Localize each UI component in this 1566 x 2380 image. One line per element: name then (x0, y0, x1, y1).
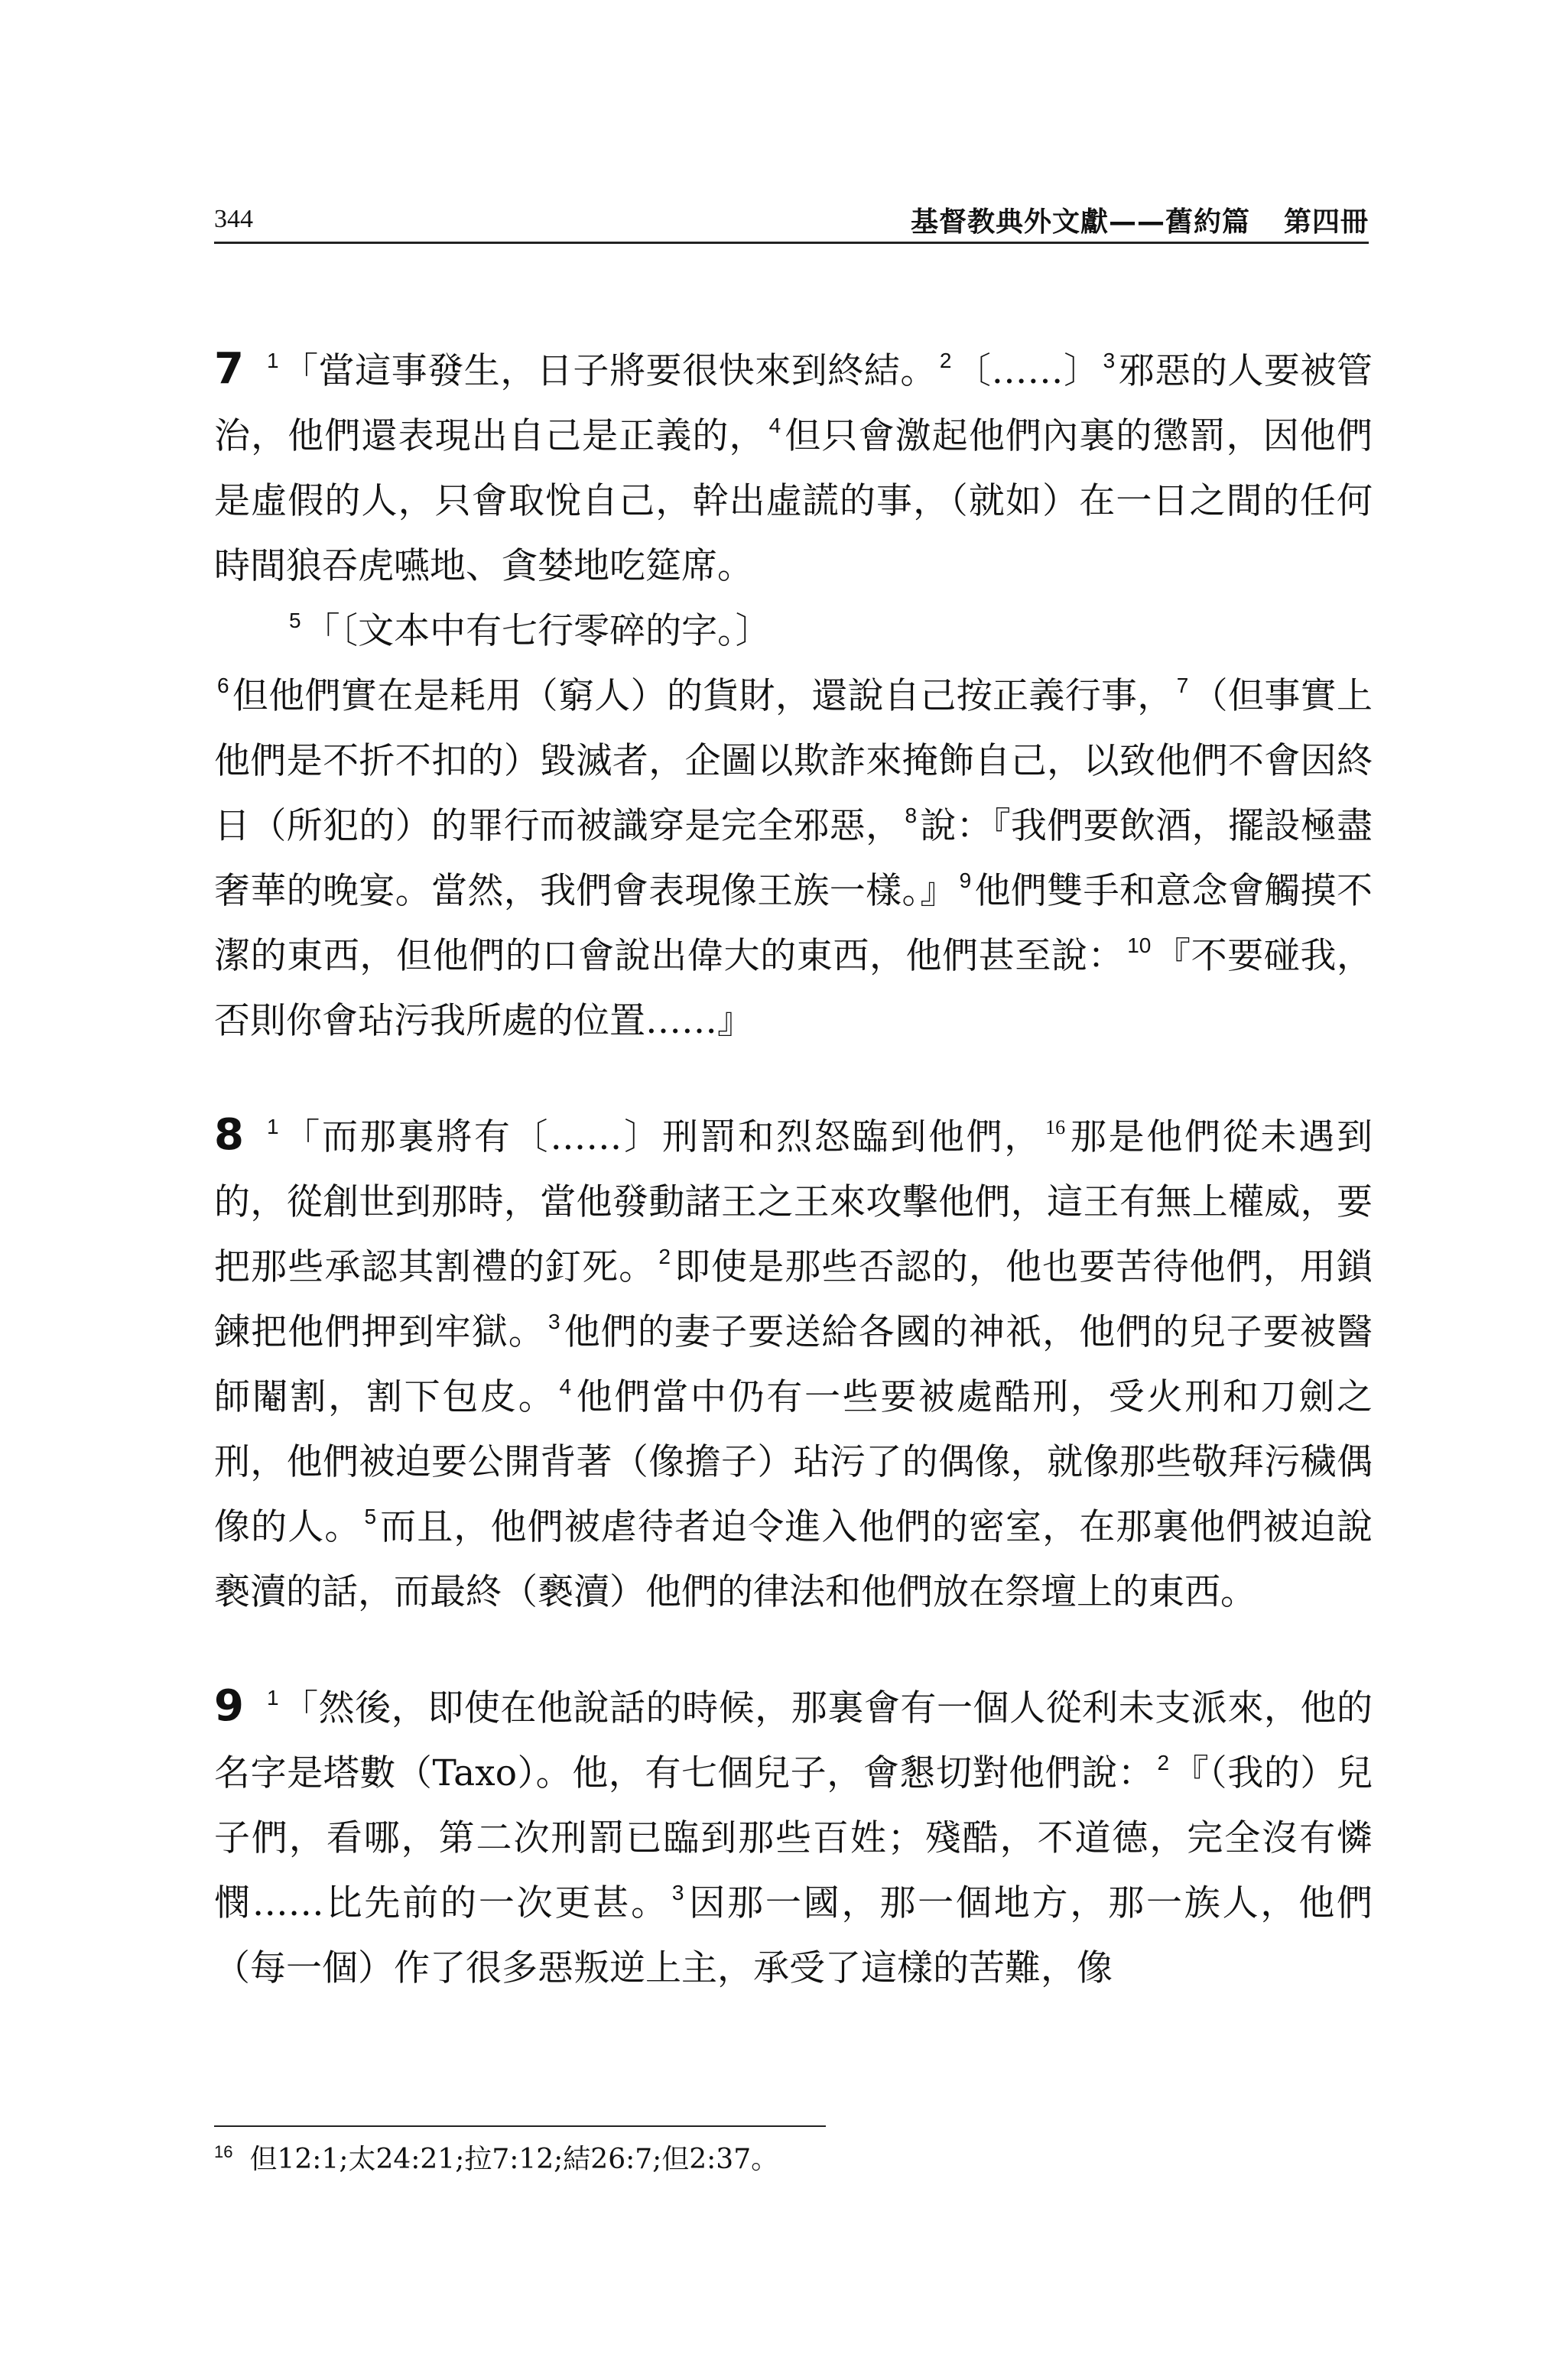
verse-text: （但事實上他們是不折不扣的）毀滅者，企圖以欺詐來掩飾自己，以致他們不會因終日（所犯的）的罪行而被識穿是完全邪惡， (214, 675, 1373, 847)
paragraph (214, 1674, 1373, 2001)
footnote-text: 但12:1;太24:21;拉7:12;結26:7;但2:37。 (249, 2144, 779, 2175)
verse-number: 3 (1103, 349, 1116, 372)
chapter-8 (214, 1102, 1373, 1625)
verse-number: 4 (559, 1375, 572, 1398)
verse-text: 「然後，即使在他說話的時候，那裏會有一個人從利未支派來，他的名字是塔數（Taxo）。他，有七個兒子，會懇切對他們說： (214, 1687, 1373, 1794)
running-header (214, 200, 1369, 239)
verse-text: 『不要碰我，否則你會玷污我所處的位置……』 (214, 935, 1373, 1042)
verse-number: 2 (658, 1245, 671, 1268)
verse-number: 5 (364, 1505, 377, 1528)
verse-text: 因那一國，那一個地方，那一族人，他們（每一個）作了很多惡叛逆上主，承受了這樣的苦難，像 (214, 1882, 1373, 1989)
paragraph (214, 664, 1373, 1054)
verse-text: 『（我的）兒子們，看哪，第二次刑罰已臨到那些百姓；殘酷，不道德，完全沒有憐憫……比先前的一次更甚。 (214, 1752, 1373, 1924)
page-number: 344 (214, 205, 253, 233)
verse-number: 6 (217, 674, 229, 697)
verse-number: 10 (1127, 933, 1152, 957)
volume-label: 第四冊 (1283, 206, 1369, 238)
verse-number: 2 (939, 349, 952, 372)
verse-number: 1 (266, 1115, 279, 1138)
header-rule (214, 242, 1369, 244)
verse-text: 但他們實在是耗用（窮人）的貨財，還說自己按正義行事， (232, 675, 1174, 717)
verse-text: 〔……〕 (954, 350, 1100, 392)
verse-number: 1 (266, 349, 279, 372)
footnote-ref[interactable]: 16 (1045, 1116, 1066, 1138)
chapter-number: 7 (214, 344, 244, 394)
verse-number: 9 (959, 869, 972, 892)
paragraph (214, 599, 1373, 664)
book-title-text: 基督教典外文獻——舊約篇 (910, 206, 1250, 238)
verse-number: 5 (289, 609, 301, 632)
verse-text: 他們的妻子要送給各國的神祇，他們的兒子要被醫師閹割，割下包皮。 (214, 1311, 1373, 1418)
chapter-number: 9 (214, 1681, 244, 1731)
verse-text: 說：『我們要飲酒，擺設極盡奢華的晚宴。當然，我們會表現像王族一樣。』 (214, 805, 1373, 912)
verse-number: 3 (548, 1310, 560, 1333)
verse-number: 1 (266, 1686, 279, 1710)
verse-number: 4 (768, 414, 781, 437)
verse-text: 「當這事發生，日子將要很快來到終結。 (281, 350, 937, 392)
verse-text: 邪惡的人要被管治，他們還表現出自己是正義的， (214, 350, 1373, 457)
footnote-rule (214, 2125, 826, 2127)
footnote-number: 16 (214, 2142, 233, 2161)
book-title (911, 200, 1369, 239)
verse-text: 他們當中仍有一些要被處酷刑，受火刑和刀劍之刑，他們被迫要公開背著（像擔子）玷污了的偶像，就像那些敬拜污穢偶像的人。 (214, 1376, 1373, 1548)
chapter-7 (214, 336, 1373, 1054)
verse-number: 2 (1157, 1751, 1170, 1774)
verse-number: 8 (905, 804, 918, 827)
verse-text: 他們雙手和意念會觸摸不潔的東西，但他們的口會說出偉大的東西，他們甚至說： (214, 870, 1373, 977)
verse-text: 但只會激起他們內裏的懲罰，因他們是虛假的人，只會取悅自己，幹出虛謊的事，（就如）在一日之間的任何時間狼吞虎嚥地、貪婪地吃筵席。 (214, 415, 1373, 587)
verse-number: 7 (1176, 674, 1189, 697)
paragraph (214, 336, 1373, 599)
verse-number: 3 (671, 1881, 684, 1904)
verse-text: 「〔文本中有七行零碎的字。〕 (304, 610, 772, 652)
verse-text: 「而那裏將有〔……〕刑罰和烈怒臨到他們， (281, 1116, 1043, 1158)
verse-text: 那是他們從未遇到的，從創世到那時，當他發動諸王之王來攻擊他們，這王有無上權威，要把那些承認其割禮的釘死。 (214, 1116, 1373, 1288)
main-text (214, 336, 1373, 2001)
paragraph (214, 1102, 1373, 1625)
chapter-number: 8 (214, 1110, 244, 1160)
footnote (214, 2141, 778, 2179)
verse-text: 而且，他們被虐待者迫令進入他們的密室，在那裏他們被迫說褻瀆的話，而最終（褻瀆）他們的律法和他們放在祭壇上的東西。 (214, 1506, 1373, 1613)
verse-text: 即使是那些否認的，他也要苦待他們，用鎖鍊把他們押到牢獄。 (214, 1246, 1373, 1353)
chapter-9 (214, 1674, 1373, 2001)
